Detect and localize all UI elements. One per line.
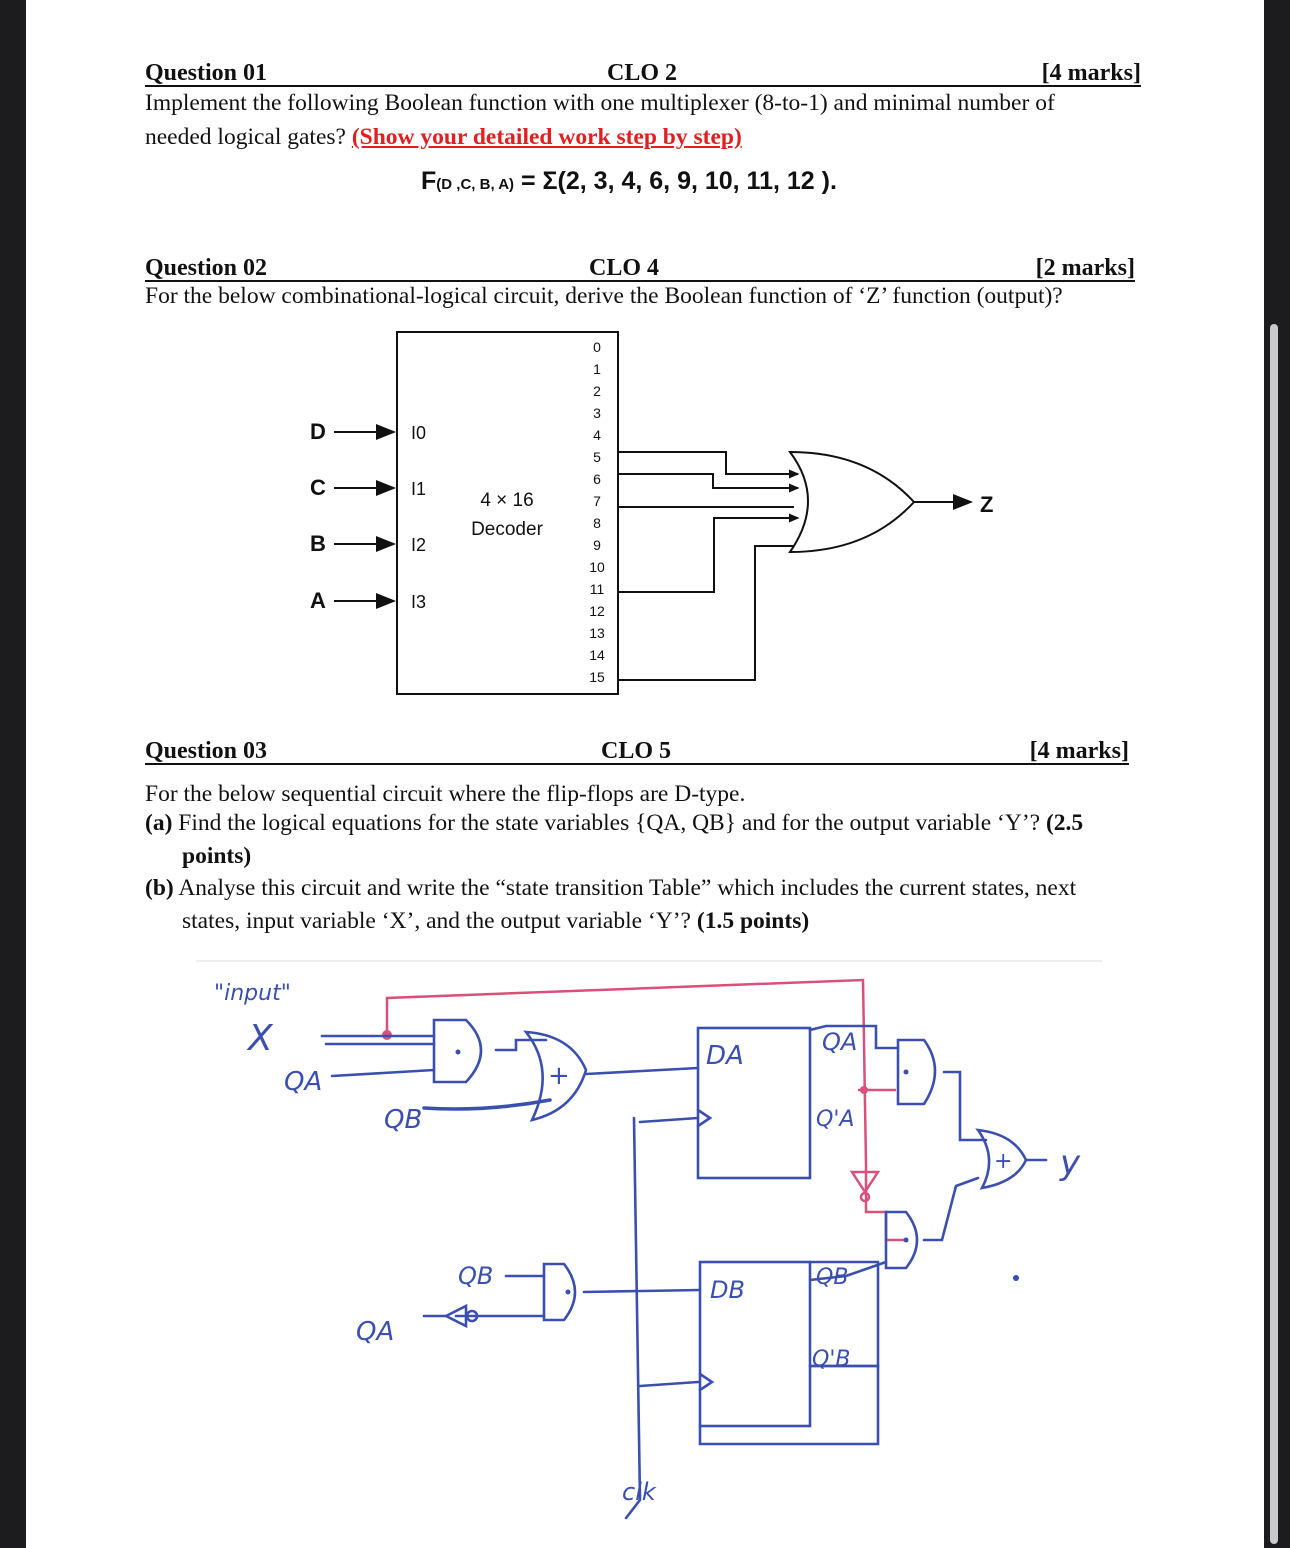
pin-i2: I2 <box>411 535 427 555</box>
q3-intro: For the below sequential circuit where the flip-flops are D-type. <box>145 781 746 807</box>
document-page <box>26 0 1264 1548</box>
q3-title: Question 03 <box>145 738 268 764</box>
eq-rest: = Σ(2, 3, 4, 6, 9, 10, 11, 12 ). <box>514 167 837 195</box>
input-label-d: D <box>310 419 326 444</box>
eq-sub: (D ,C, B, A) <box>436 176 515 193</box>
sketch-qb-in: QB <box>384 1105 423 1135</box>
decoder-label-1: 4 × 16 <box>480 490 534 511</box>
q3-a-text: Find the logical equations for the state variables {QA, QB} and for the output variable ‘Y’? <box>172 810 1046 836</box>
out-15: 15 <box>589 669 605 685</box>
input-label-a: A <box>310 588 326 613</box>
q3-b-points: (1.5 points) <box>696 908 810 934</box>
q2-clo: CLO 4 <box>589 255 660 281</box>
sketch-input-label: "input" <box>214 981 291 1006</box>
sketch-qb-out: QB <box>816 1265 849 1290</box>
sketch-y-label: y <box>1060 1143 1081 1183</box>
q1-clo: CLO 2 <box>607 60 678 86</box>
pin-i0: I0 <box>411 423 427 443</box>
out-8: 8 <box>593 515 601 531</box>
out-7: 7 <box>593 493 601 509</box>
out-12: 12 <box>589 603 605 619</box>
sketch-qb-bar: Q'B <box>812 1347 851 1372</box>
decoder-label-2: Decoder <box>471 519 543 540</box>
sketch-qa-out: QA <box>822 1028 858 1056</box>
q3-clo: CLO 5 <box>601 738 672 764</box>
out-10: 10 <box>589 559 605 575</box>
sketch-qa-in2: QA <box>356 1317 395 1347</box>
q3-a-points: (2.5 <box>1045 810 1084 836</box>
sketch-or-plus: + <box>548 1061 570 1091</box>
q1-text-line1: Implement the following Boolean function with one multiplexer (8-to-1) and minimal number of <box>145 90 1055 116</box>
out-9: 9 <box>593 537 601 553</box>
output-z: Z <box>980 492 994 517</box>
q2-marks: [2 marks] <box>1035 255 1135 281</box>
q1-title: Question 01 <box>145 60 268 86</box>
out-13: 13 <box>589 625 605 641</box>
out-11: 11 <box>589 581 605 597</box>
blue-wiring <box>322 1020 1046 1518</box>
q3-b-label: (b) <box>145 875 174 901</box>
out-0: 0 <box>593 339 601 355</box>
q1-marks: [4 marks] <box>1041 60 1141 86</box>
q2-title: Question 02 <box>145 255 268 281</box>
sketch-qb-in2: QB <box>458 1262 494 1290</box>
out-3: 3 <box>593 405 601 421</box>
input-label-b: B <box>310 531 326 556</box>
page-scrollbar[interactable] <box>1270 324 1278 1544</box>
q1-line2: needed logical gates? <box>145 124 352 150</box>
out-2: 2 <box>593 383 601 399</box>
sketch-x-label: X <box>248 1018 273 1059</box>
out-6: 6 <box>593 471 601 487</box>
q3-a-label: (a) <box>145 810 173 836</box>
sketch-or-plus-final: + <box>994 1149 1013 1174</box>
sequential-circuit-sketch <box>26 0 1264 1548</box>
input-label-c: C <box>310 475 326 500</box>
sketch-da: DA <box>706 1041 744 1071</box>
q3-b-text2: states, input variable ‘X’, and the output variable ‘Y’? <box>182 908 697 934</box>
q3-marks: [4 marks] <box>1029 738 1129 764</box>
sketch-clk: clk <box>622 1478 656 1506</box>
q1-emphasis: (Show your detailed work step by step) <box>351 124 742 150</box>
sketch-qa-bar: Q'A <box>816 1107 855 1132</box>
q2-text: For the below combinational-logical circuit, derive the Boolean function of ‘Z’ function (output)? <box>145 283 1063 309</box>
out-4: 4 <box>593 427 601 443</box>
pin-i3: I3 <box>411 592 427 612</box>
out-14: 14 <box>589 647 605 663</box>
q3-a-points2: points) <box>182 843 252 869</box>
sketch-db: DB <box>710 1276 745 1304</box>
pin-i1: I1 <box>411 479 427 499</box>
eq-f: F <box>421 167 437 195</box>
q3-b-text: Analyse this circuit and write the “state transition Table” which includes the current states, next <box>173 875 1077 901</box>
out-1: 1 <box>593 361 601 377</box>
sketch-qa-in: QA <box>284 1067 323 1097</box>
out-5: 5 <box>593 449 601 465</box>
